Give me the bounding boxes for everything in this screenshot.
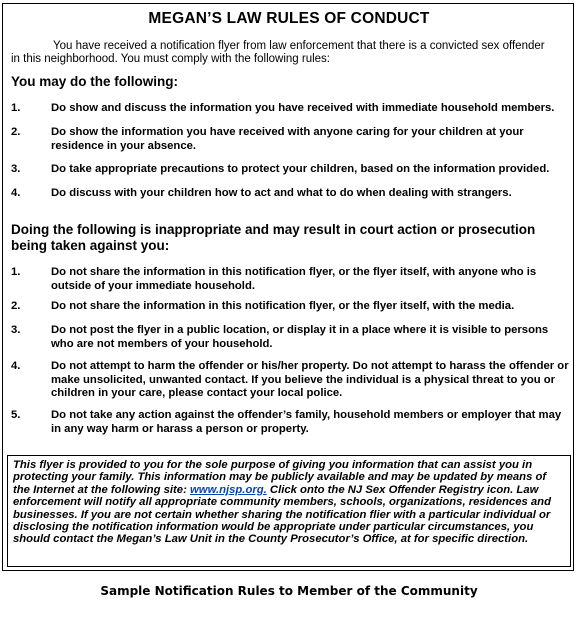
figure-caption: Sample Notification Rules to Member of the Community [100, 584, 478, 598]
may-do-item-1 [11, 102, 569, 116]
intro-line-1: You have received a notification flyer from law enforcement that there is a convicted sex offender [53, 40, 545, 52]
item-number: 2. [11, 126, 21, 138]
item-text: Do not attempt to harm the offender or his/her property. Do not attempt to harass the offender or make unsolicited, unwanted contact. If you believe the individual is a physical threat to you or children in your care, please contact your local police. [51, 360, 569, 399]
inappropriate-item-3 [11, 324, 569, 351]
notice-text-after-link: Click onto the NJ Sex Offender Registry icon. Law enforcement will notify all appropriate community members, schools, organizations, residences and businesses. If you are not certain whether sharing the notification flier with a particular individual or disclosing the notification information would be appropriate under particular circumstances, you should contact the Megan’s Law Unit in the County Prosecutor’s Office, at for specific direction. [13, 483, 551, 546]
item-number: 4. [11, 360, 21, 372]
item-text: Do not post the flyer in a public location, or display it in a place where it is visible to persons who are not members of your household. [51, 324, 549, 350]
may-do-heading: You may do the following: [11, 74, 178, 89]
item-text: Do not take any action against the offender’s family, household members or employer that may in any way harm or harass a person or property. [51, 409, 562, 435]
item-number: 3. [11, 163, 21, 175]
item-number: 4. [11, 187, 21, 199]
intro-line-2: in this neighborhood. You must comply with the following rules: [11, 53, 330, 65]
may-do-item-2 [11, 126, 569, 153]
inappropriate-item-5 [11, 409, 569, 436]
item-number: 1. [11, 266, 21, 278]
intro-paragraph [11, 40, 567, 66]
item-number: 1. [11, 102, 21, 114]
item-text: Do discuss with your children how to act and what to do when dealing with strangers. [51, 187, 512, 199]
rules-document-frame [2, 3, 574, 571]
item-text: Do not share the information in this notification flyer, or the flyer itself, with the media. [51, 300, 515, 312]
item-text: Do show and discuss the information you have received with immediate household members. [51, 102, 555, 114]
inappropriate-item-4 [11, 360, 569, 401]
may-do-item-4 [11, 187, 569, 201]
inappropriate-item-2 [11, 300, 569, 314]
item-text: Do not share the information in this notification flyer, or the flyer itself, with anyone who is outside of your immediate household. [51, 266, 537, 292]
njsp-link[interactable]: www.njsp.org. [190, 483, 267, 496]
inappropriate-item-1 [11, 266, 569, 293]
item-text: Do show the information you have received with anyone caring for your children at your residence in your absence. [51, 126, 524, 152]
item-number: 3. [11, 324, 21, 336]
item-text: Do take appropriate precautions to protect your children, based on the information provided. [51, 163, 550, 175]
notice-box [7, 455, 571, 567]
document-title: MEGAN’S LAW RULES OF CONDUCT [148, 10, 430, 27]
item-number: 2. [11, 300, 21, 312]
inappropriate-heading: Doing the following is inappropriate and may result in court action or prosecution being taken against you: [11, 222, 536, 253]
notice-text-before-link: This flyer is provided to you for the sole purpose of giving you information that can assist you in protecting your family. This information may be publicly available and may be updated by means of the Internet at the following site: [13, 459, 547, 496]
may-do-item-3 [11, 163, 569, 177]
item-number: 5. [11, 409, 21, 421]
